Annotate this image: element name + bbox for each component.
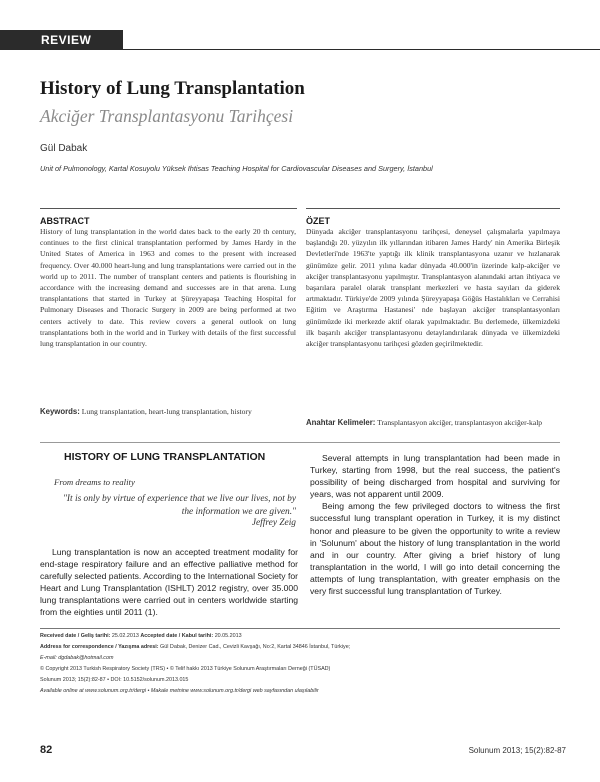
anahtar-kelimeler-text: Transplantasyon akciğer, transplantasyon akciğer-kalp: [377, 418, 543, 427]
address-label: Address for correspondence / Yazışma adresi:: [40, 644, 159, 650]
abstract-text: History of lung transplantation in the world dates back to the early 20 th century, continues to the first clinical transplantation performed by James Hardy in the United States of America in 1963 and comes to the present with increased frequency. Over 40.000 heart-lung and lung transplantations were carried out in the world up to 2011. The number of transplant centers and patients is flourishing in accordance with the increasing demand and successes are in that arena. Lung transplantations that started in Turkey at Şüreyyapaşa Teaching Hospital for Pulmonary Diseases and Thoracic Surgery in 2009 are being performed at two centers actively to date. This review covers a general outlook on lung transplantations both in the world and in Turkey with details of the first successful lung transplantation in our country.: [40, 227, 296, 349]
ozet-rule: [306, 208, 560, 209]
abstract-keywords: [40, 406, 296, 417]
accepted-date: 20.05.2013: [214, 633, 242, 639]
keywords-label: Keywords:: [40, 407, 80, 416]
section-heading: HISTORY OF LUNG TRANSPLANTATION: [64, 451, 266, 463]
accepted-label: Accepted date / Kabul tarihi:: [140, 633, 214, 639]
ozet-keywords: [306, 417, 560, 428]
epigraph-author: Jeffrey Zeig: [251, 518, 296, 528]
body-right-column: [310, 452, 560, 597]
epigraph-quote: "It is only by virtue of experience that we live our lives, not by the information we are given.": [62, 494, 296, 517]
body-left-column: [40, 546, 298, 619]
abstract-heading: ABSTRACT: [40, 216, 90, 226]
footer-rule: [40, 628, 560, 629]
ozet-text: Dünyada akciğer transplantasyonu tarihçesi, deneysel çalışmalarla yapılmaya başlandığı 20. yüzyılın ilk yıllarından itibaren James Hardy' nin Amerika Birleşik Devletleri'nde 1963'te yaptığı ilk klinik transplantasyona uzanır ve hızlanarak günümüze gelir. 2011 yılına kadar dünyada 40.000'in üzerinde kalp-akciğer ve akciğer transplantasyonu yapılmıştır. Transplantasyon alanındaki artan ihtiyaca ve başarılara paralel olarak transplant merkezleri ve hasta sayıları da giderek artmaktadır. Türkiye'de 2009 yılında Şüreyyapaşa Göğüs Hastalıkları ve Cerrahisi Eğitim ve Araştırma Hastanesi' nde başlayan akciğer transplantasyonları günümüzde iki merkezde aktif olarak yapılmaktadır. Bu derlemede, ülkemizdeki ilk başarılı akciğer transplantasyonu detaylandırılarak dünyada ve ülkemizdeki akciğer transplantasyonu tarihçesi gözden geçirilmektedir.: [306, 227, 560, 349]
received-date: 25.02.2013: [111, 633, 139, 639]
dates-line: [40, 631, 242, 642]
section-tag: REVIEW: [0, 30, 123, 50]
copyright-line: © Copyright 2013 Turkish Respiratory Society (TRS) • © Telif hakkı 2013 Türkiye Solunum Araştırmaları Derneği (TÜSAD): [40, 666, 331, 672]
email-line: E-mail: dgdabak@hotmail.com: [40, 655, 114, 661]
abstract-bottom-rule: [40, 442, 560, 443]
online-line: Available online at www.solunum.org.tr/dergi • Makale metnine www.solunum.org.tr/dergi web sayfasından ulaşılabilir: [40, 688, 319, 694]
paragraph: Lung transplantation is now an accepted treatment modality for end-stage respiratory failure and an effective palliative method for carefully selected patients. According to the International Society for Heart and Lung Transplantation (ISHLT) 2012 registry, over 35.000 lung transplantations were carried out in centers worldwide starting from the eighties until 2011 (1).: [40, 547, 298, 618]
header-rule: [123, 49, 600, 50]
journal-reference: Solunum 2013; 15(2):82-87: [468, 746, 566, 755]
citation-line: Solunum 2013; 15(2):82-87 • DOI: 10.5152/solunum.2013.015: [40, 677, 189, 683]
author-affiliation: Unit of Pulmonology, Kartal Kosuyolu Yüksek Ihtisas Teaching Hospital for Cardiovascular Diseases and Surgery, İstanbul: [40, 164, 433, 173]
paragraph: Being among the few privileged doctors to witness the first successful lung transplant operation in Turkey, it is my distinct honor and pleasure to be given the opportunity to write a review in 'Solunum' about the history of lung transplantation in the world and in our country. After giving a brief history of lung transplantation in the world, I will go into detail concerning the attempts of lung transplantation, with greater emphasis on the very first successful lung transplantation of Turkey.: [310, 501, 560, 597]
abstract-rule: [40, 208, 297, 209]
keywords-text: Lung transplantation, heart-lung transplantation, history: [81, 407, 252, 416]
received-label: Received date / Geliş tarihi:: [40, 633, 111, 639]
article-title: History of Lung Transplantation: [40, 78, 305, 99]
author-name: Gül Dabak: [40, 143, 88, 154]
address-line: [40, 642, 350, 653]
ozet-heading: ÖZET: [306, 216, 330, 226]
address-text: Gül Dabak, Denizer Cad., Cevizli Kavşağı, No:2, Kartal 34846 İstanbul, Türkiye;: [160, 644, 351, 650]
anahtar-kelimeler-label: Anahtar Kelimeler:: [306, 418, 376, 427]
section-subheading: From dreams to reality: [54, 477, 135, 487]
page-number: 82: [40, 744, 53, 756]
paragraph: Several attempts in lung transplantation had been made in Turkey, starting from 1998, but the real success, the patient's possibility of being discharged from hospital and surviving for years, was not apparent until 2009.: [310, 453, 560, 500]
article-subtitle: Akciğer Transplantasyonu Tarihçesi: [40, 106, 294, 126]
